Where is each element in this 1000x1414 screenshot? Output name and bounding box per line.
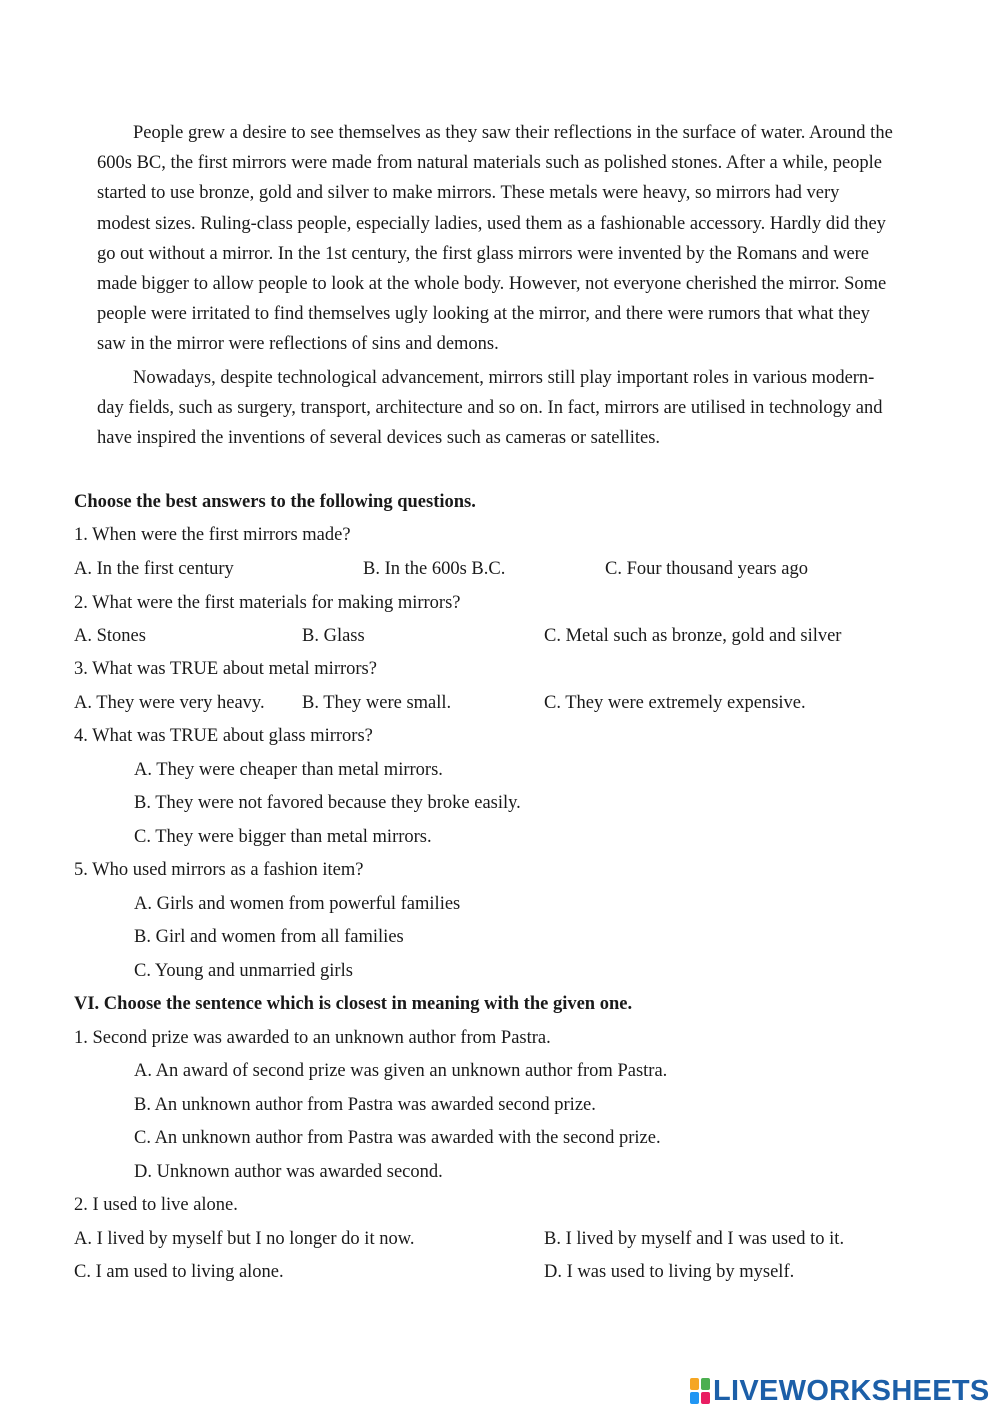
question-2: 2. What were the first materials for making mirrors? bbox=[74, 593, 461, 613]
q1-option-a[interactable]: A. In the first century bbox=[74, 559, 234, 579]
vi-q1-option-c[interactable]: C. An unknown author from Pastra was awarded with the second prize. bbox=[134, 1128, 661, 1148]
vi-q1-option-a[interactable]: A. An award of second prize was given an unknown author from Pastra. bbox=[134, 1061, 668, 1081]
vi-q1-option-d[interactable]: D. Unknown author was awarded second. bbox=[134, 1162, 443, 1182]
question-4: 4. What was TRUE about glass mirrors? bbox=[74, 726, 373, 746]
logo-square-1 bbox=[690, 1378, 699, 1390]
logo-square-3 bbox=[690, 1392, 699, 1404]
passage-paragraph-2: Nowadays, despite technological advancement, mirrors still play important roles in various modern-day fields, such as surgery, transport, architecture and so on. In fact, mirrors are utilised in technology and have inspired the inventions of several devices such as cameras or satellites. bbox=[97, 367, 883, 449]
question-3: 3. What was TRUE about metal mirrors? bbox=[74, 659, 377, 679]
q5-option-c[interactable]: C. Young and unmarried girls bbox=[134, 961, 353, 981]
reading-passage bbox=[97, 118, 897, 456]
q3-option-a[interactable]: A. They were very heavy. bbox=[74, 693, 265, 713]
q4-option-b[interactable]: B. They were not favored because they broke easily. bbox=[134, 793, 521, 813]
q1-option-b[interactable]: B. In the 600s B.C. bbox=[363, 559, 506, 579]
question-1: 1. When were the first mirrors made? bbox=[74, 525, 351, 545]
q2-option-a[interactable]: A. Stones bbox=[74, 626, 146, 646]
q5-option-b[interactable]: B. Girl and women from all families bbox=[134, 927, 404, 947]
q5-option-a[interactable]: A. Girls and women from powerful families bbox=[134, 894, 461, 914]
liveworksheets-logo bbox=[690, 1376, 990, 1406]
passage-paragraph-1: People grew a desire to see themselves as they saw their reflections in the surface of water. Around the 600s BC, the first mirrors were made from natural materials such as polished stones. After a while, people started to use bronze, gold and silver to make mirrors. These metals were heavy, so mirrors had very modest sizes. Ruling-class people, especially ladies, used them as a fashionable accessory. Hardly did they go out without a mirror. In the 1st century, the first glass mirrors were invented by the Romans and were made bigger to allow people to look at the whole body. However, not everyone cherished the mirror. Some people were irritated to find themselves ugly looking at the mirror, and there were rumors that what they saw in the mirror were reflections of sins and demons. bbox=[97, 123, 893, 355]
q4-option-a[interactable]: A. They were cheaper than metal mirrors. bbox=[134, 760, 443, 780]
vi-q2-option-c[interactable]: C. I am used to living alone. bbox=[74, 1262, 284, 1282]
logo-square-4 bbox=[701, 1392, 710, 1404]
vi-q1-option-b[interactable]: B. An unknown author from Pastra was awarded second prize. bbox=[134, 1095, 596, 1115]
q2-option-b[interactable]: B. Glass bbox=[302, 626, 365, 646]
question-5: 5. Who used mirrors as a fashion item? bbox=[74, 860, 364, 880]
section-vi-heading: VI. Choose the sentence which is closest in meaning with the given one. bbox=[74, 994, 633, 1014]
q4-option-c[interactable]: C. They were bigger than metal mirrors. bbox=[134, 827, 432, 847]
liveworksheets-logo-icon bbox=[690, 1378, 710, 1404]
q3-option-c[interactable]: C. They were extremely expensive. bbox=[544, 693, 806, 713]
logo-text: LIVEWORKSHEETS bbox=[713, 1374, 990, 1407]
logo-square-2 bbox=[701, 1378, 710, 1390]
vi-q2-option-a[interactable]: A. I lived by myself but I no longer do it now. bbox=[74, 1229, 415, 1249]
q2-option-c[interactable]: C. Metal such as bronze, gold and silver bbox=[544, 626, 842, 646]
vi-question-2: 2. I used to live alone. bbox=[74, 1195, 238, 1215]
vi-q2-option-d[interactable]: D. I was used to living by myself. bbox=[544, 1262, 795, 1282]
vi-q2-option-b[interactable]: B. I lived by myself and I was used to it. bbox=[544, 1229, 845, 1249]
section-reading-heading: Choose the best answers to the following questions. bbox=[74, 492, 476, 512]
q3-option-b[interactable]: B. They were small. bbox=[302, 693, 452, 713]
q1-option-c[interactable]: C. Four thousand years ago bbox=[605, 559, 808, 579]
vi-question-1: 1. Second prize was awarded to an unknown author from Pastra. bbox=[74, 1028, 551, 1048]
